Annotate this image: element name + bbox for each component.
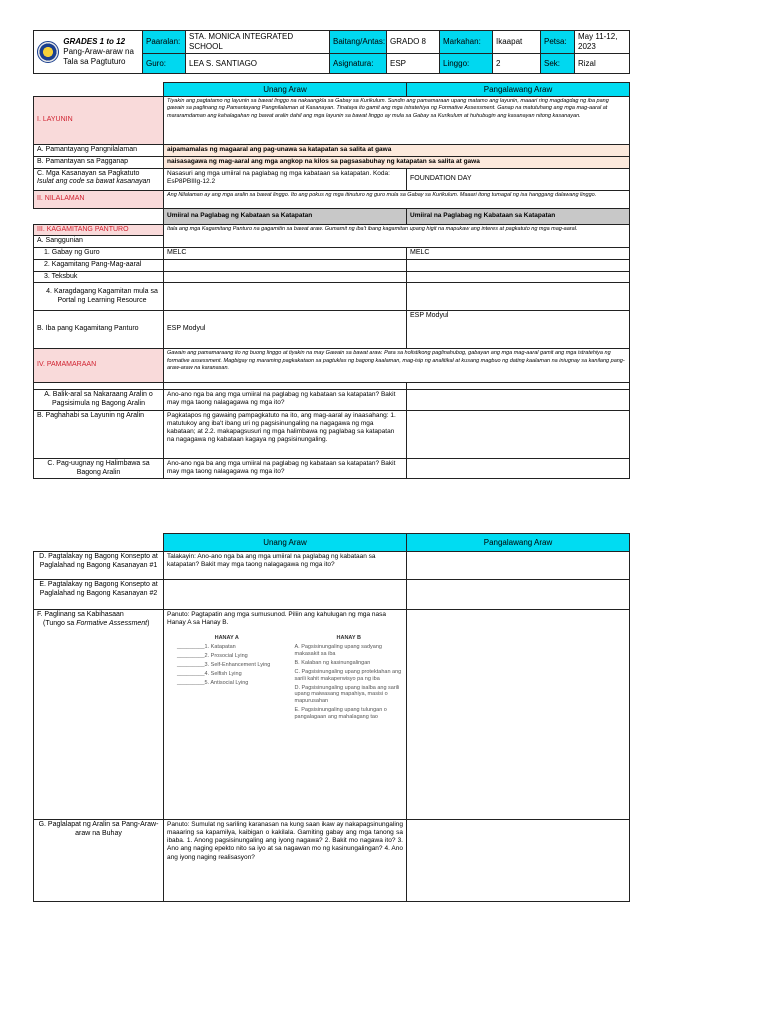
blank-corner <box>34 83 164 97</box>
col-header-day2: Pangalawang Araw <box>407 83 630 97</box>
guro-value: LEA S. SANTIAGO <box>186 54 330 74</box>
pag-uugnay-label: C. Pag-uugnay ng Halimbawa sa Bagong Aralin <box>34 458 164 479</box>
paksa-day2: Umiiral na Paglabag ng Kabataan sa Katapatan <box>407 208 630 224</box>
paghahabi-text: Pagkatapos ng gawaing pampagkatuto na ito, ang mag-aaral ay inaasahang: 1. matutukoy ang iba't ibang uri ng pagsisinungaling na nagagawa ng mga kabataan; at 2.2. makapagsusuri ng mga halimbawa ng paglabag sa katapatan na nagagawa ng kabataan kagaya ng pagsisinungaling. <box>164 410 407 458</box>
sek-value: Rizal <box>575 54 630 74</box>
gabay-label: 1. Gabay ng Guro <box>34 248 164 260</box>
pamantayang-pangnilalaman-text: aipamamalas ng magaaral ang pag-unawa sa katapatan sa salita at gawa <box>164 145 630 157</box>
paglinang-label <box>34 610 164 820</box>
hanay-a-item: _________5. Antisocial Lying <box>177 679 249 686</box>
karagdagang-label: 4. Karagdagang Kagamitan mula sa Portal ng Learning Resource <box>34 283 164 311</box>
blank-paksa <box>34 208 164 224</box>
asignatura-label: Asignatura: <box>330 54 387 74</box>
modyul-day2: ESP Modyul <box>407 311 630 349</box>
hanay-b-column <box>294 635 403 723</box>
kagamitang-day2 <box>407 259 630 271</box>
header-table <box>33 30 630 74</box>
hanay-a-heading: HANAY A <box>214 635 239 642</box>
spacer-row-day2 <box>407 383 630 390</box>
paglinang-title: F. Paglinang sa Kabihasaan <box>37 611 124 618</box>
spacer-row-day1 <box>164 383 407 390</box>
linggo-value: 2 <box>493 54 541 74</box>
hanay-a-column <box>177 635 276 723</box>
balik-aral-text: Ano-ano nga ba ang mga umiiral na paglabag ng kabataan sa katapatan? Bakit may mga taong nalagagawa ng mga ito? <box>164 390 407 411</box>
iba-pang-kagamitan-label: B. Iba pang Kagamitang Panturo <box>34 311 164 349</box>
col-header-day1: Unang Araw <box>164 83 407 97</box>
doc-title-cell <box>34 31 143 74</box>
melc-day1: MELC <box>164 248 407 260</box>
pag-uugnay-text: Ano-ano nga ba ang mga umiiral na paglabag ng kabataan sa katapatan? Bakit may mga taong nalagagawa ng mga ito? <box>164 458 407 479</box>
kasanayan-text: Nasasuri ang mga umiiral na paglabag ng mga kabataan sa katapatan. Koda: EsP8PBIIIg-12.2 <box>164 168 407 190</box>
paglinang-sub: (Tungo sa Formative Assessment) <box>43 619 150 627</box>
guro-label: Guro: <box>143 54 186 74</box>
blank-corner-2 <box>34 534 164 552</box>
kasanayan-sub: Isulat ang code sa bawat kasanayan <box>37 178 151 186</box>
modyul-day1: ESP Modyul <box>164 311 407 349</box>
col-header-day2-2: Pangalawang Araw <box>407 534 630 552</box>
kagamitan-instructions: Itala ang mga Kagamitang Panturo na gagamitin sa bawat araw. Gumamit ng iba't ibang kagamitan upang higit na mapukaw ang interes at pagkatuto ng mga mag-aaral. <box>164 224 630 248</box>
hanay-b-item: D. Pagsisinungaling upang isalba ang sarili upang maiwasang mapahiya, masisi o mapurusahan <box>294 684 400 705</box>
nilalaman-instructions: Ang Nilalaman ay ang mga aralin sa bawat linggo. Ito ang pokus ng mga itinuturo ng guro mula sa Gabay sa Kurikulum. Maaari itong tumagal ng isa hanggang dalawang linggo. <box>164 190 630 208</box>
section-kagamitan: III. KAGAMITANG PANTURO <box>34 224 164 236</box>
doc-title-line1: Pang-Araw-araw na <box>63 47 134 56</box>
pagtalakay-2-day1 <box>164 580 407 610</box>
hanay-a-item: _________2. Prosocial Lying <box>177 653 248 659</box>
teksbuk-day1 <box>164 271 407 283</box>
linggo-label: Linggo: <box>440 54 493 74</box>
kagamitang-mag-aaral-label: 2. Kagamitang Pang-Mag-aaral <box>34 259 164 271</box>
kasanayan-label <box>34 168 164 190</box>
paglalapat-text: Panuto: Sumulat ng sariling karanasan na kung saan ikaw ay nakapagsinungaling maaaring sa kapamilya, kaibigan o kakilala. Gamiting gabay ang mga tanong sa ibaba. 1. Anong pagsisinungaling ang iyong nagawa? 2. Bakit mo nagawa ito? 3. Ano ang naging epekto nito sa iyo at sa nagawan mo ng kasinungalingan? 4. Ano ang iyong naging realisasyon? <box>164 820 407 902</box>
col-header-day1-2: Unang Araw <box>164 534 407 552</box>
kagamitang-day1 <box>164 259 407 271</box>
grades-label: GRADES 1 to 12 <box>63 37 126 46</box>
karagdagang-day2 <box>407 283 630 311</box>
paaralan-label: Paaralan: <box>143 31 186 54</box>
petsa-label: Petsa: <box>541 31 575 54</box>
section-layunin: I. LAYUNIN <box>34 97 164 145</box>
paksa-day1: Umiiral na Paglabag ng Kabataan sa Katapatan <box>164 208 407 224</box>
petsa-value: May 11-12, 2023 <box>575 31 630 54</box>
paglinang-day2 <box>407 610 630 820</box>
kasanayan-title: C. Mga Kasanayan sa Pagkatuto <box>37 169 140 177</box>
lesson-table-1 <box>33 82 630 479</box>
hanay-b-item: B. Kalaban ng kasinungalingan <box>294 659 371 666</box>
melc-day2: MELC <box>407 248 630 260</box>
hanay-b-heading: HANAY B <box>336 635 361 642</box>
pagtalakay-1-day2 <box>407 552 630 580</box>
matching-exercise <box>167 635 403 723</box>
hanay-a-item: _________3. Self-Enhancement Lying <box>177 661 271 668</box>
paghahabi-day2 <box>407 410 630 458</box>
pag-uugnay-day2 <box>407 458 630 479</box>
pamantayan-pagganap-label: B. Pamantayan sa Pagganap <box>34 156 164 168</box>
pagtalakay-2-day2 <box>407 580 630 610</box>
baitang-value: GRADO 8 <box>387 31 440 54</box>
balik-aral-day2 <box>407 390 630 411</box>
balik-aral-label: A. Balik-aral sa Nakaraang Aralin o Pagsisimula ng Bagong Aralin <box>34 390 164 411</box>
paglalapat-day2 <box>407 820 630 902</box>
hanay-b-item: E. Pagsisinungaling upang tulungan o pangalagaan ang mahalagang tao <box>294 707 387 720</box>
pagtalakay-1-text: Talakayin: Ano-ano nga ba ang mga umiiral na paglabag ng kabataan sa katapatan? Bakit may mga taong nalagagawa ng mga ito? <box>164 552 407 580</box>
sanggunian-label: A. Sanggunian <box>34 236 164 248</box>
pamamaraan-instructions: Gawain ang pamamaraang ito ng buong linggo at tiyakin na may Gawain sa bawat araw. Para sa holistikong paglinahubog, gabayan ang mga mag-aaral gamit ang mga istratehiya ng formative assessment. Magbigay ng maraming pagkakataon sa pagtuklas ng bagong kaalaman, mag-isip ng analitikal at kusang magbuo ng dating kaalaman na iniugnay sa kanilang pang-araw-araw na karanasan. <box>164 349 630 383</box>
hanay-a-item: _________1. Katapatan <box>177 644 236 651</box>
sek-label: Sek: <box>541 54 575 74</box>
doc-title-line2: Tala sa Pagtuturo <box>63 57 126 66</box>
paglalapat-label: G. Paglalapat ng Aralin sa Pang-Araw-araw na Buhay <box>34 820 164 902</box>
paglinang-panuto: Panuto: Pagtapatin ang mga sumusunod. Piliin ang kahulugan ng mga nasa Hanay A sa Hanay B. <box>167 611 386 627</box>
lesson-table-2 <box>33 533 630 902</box>
markahan-label: Markahan: <box>440 31 493 54</box>
foundation-day: FOUNDATION DAY <box>407 168 630 190</box>
section-nilalaman: II. NILALAMAN <box>34 190 164 208</box>
school-seal-icon <box>37 41 59 63</box>
baitang-label: Baitang/Antas: <box>330 31 387 54</box>
asignatura-value: ESP <box>387 54 440 74</box>
spacer-row-label <box>34 383 164 390</box>
hanay-b-item: C. Pagsisinungaling upang protektahan ang sarili kahit makaperwisyo pa ng iba <box>294 668 402 682</box>
section-pamamaraan: IV. PAMAMARAAN <box>34 349 164 383</box>
pagtalakay-2-label: E. Pagtalakay ng Bagong Konsepto at Paglalahad ng Bagong Kasanayan #2 <box>34 580 164 610</box>
layunin-instructions: Tiyakin ang pagtatamo ng layunin sa bawat linggo na nakaangkla sa Gabay sa Kurikulum. Sundin ang pamamaraan upang matamo ang layunin, maaari ring magdagdag ng iba pang gawain sa paglinang ng Pamantayang Pangnilalaman at Kasanayan. Tinataya ito gamit ang mga istratehiya ng Formative Assessment. Ganap na matutuhang ang mga mag-aaral at mararamdaman ang kahalagahan ng bawat aralin dahil ang mga layunin sa bawat linggo ay mula sa Gabay sa Kurikulum at huhubugin ang kasanayan nitong kasanayan. <box>164 97 630 145</box>
karagdagang-day1 <box>164 283 407 311</box>
paglinang-content <box>164 610 407 820</box>
hanay-b-item: A. Pagsisinungaling upang sadyang makasakit sa iba <box>294 644 382 657</box>
teksbuk-day2 <box>407 271 630 283</box>
paaralan-value: STA. MONICA INTEGRATED SCHOOL <box>186 31 330 54</box>
paghahabi-label: B. Paghahabi sa Layunin ng Aralin <box>34 410 164 458</box>
pamantayan-pagganap-text: naisasagawa ng mag-aaral ang mga angkop na kilos sa pagsasabuhay ng katapatan sa salita at gawa <box>164 156 630 168</box>
hanay-a-item: _________4. Selfish Lying <box>177 670 242 677</box>
pamantayang-pangnilalaman-label: A. Pamantayang Pangnilalaman <box>34 145 164 157</box>
markahan-value: Ikaapat <box>493 31 541 54</box>
pagtalakay-1-label: D. Pagtalakay ng Bagong Konsepto at Paglalahad ng Bagong Kasanayan #1 <box>34 552 164 580</box>
teksbuk-label: 3. Teksbuk <box>34 271 164 283</box>
